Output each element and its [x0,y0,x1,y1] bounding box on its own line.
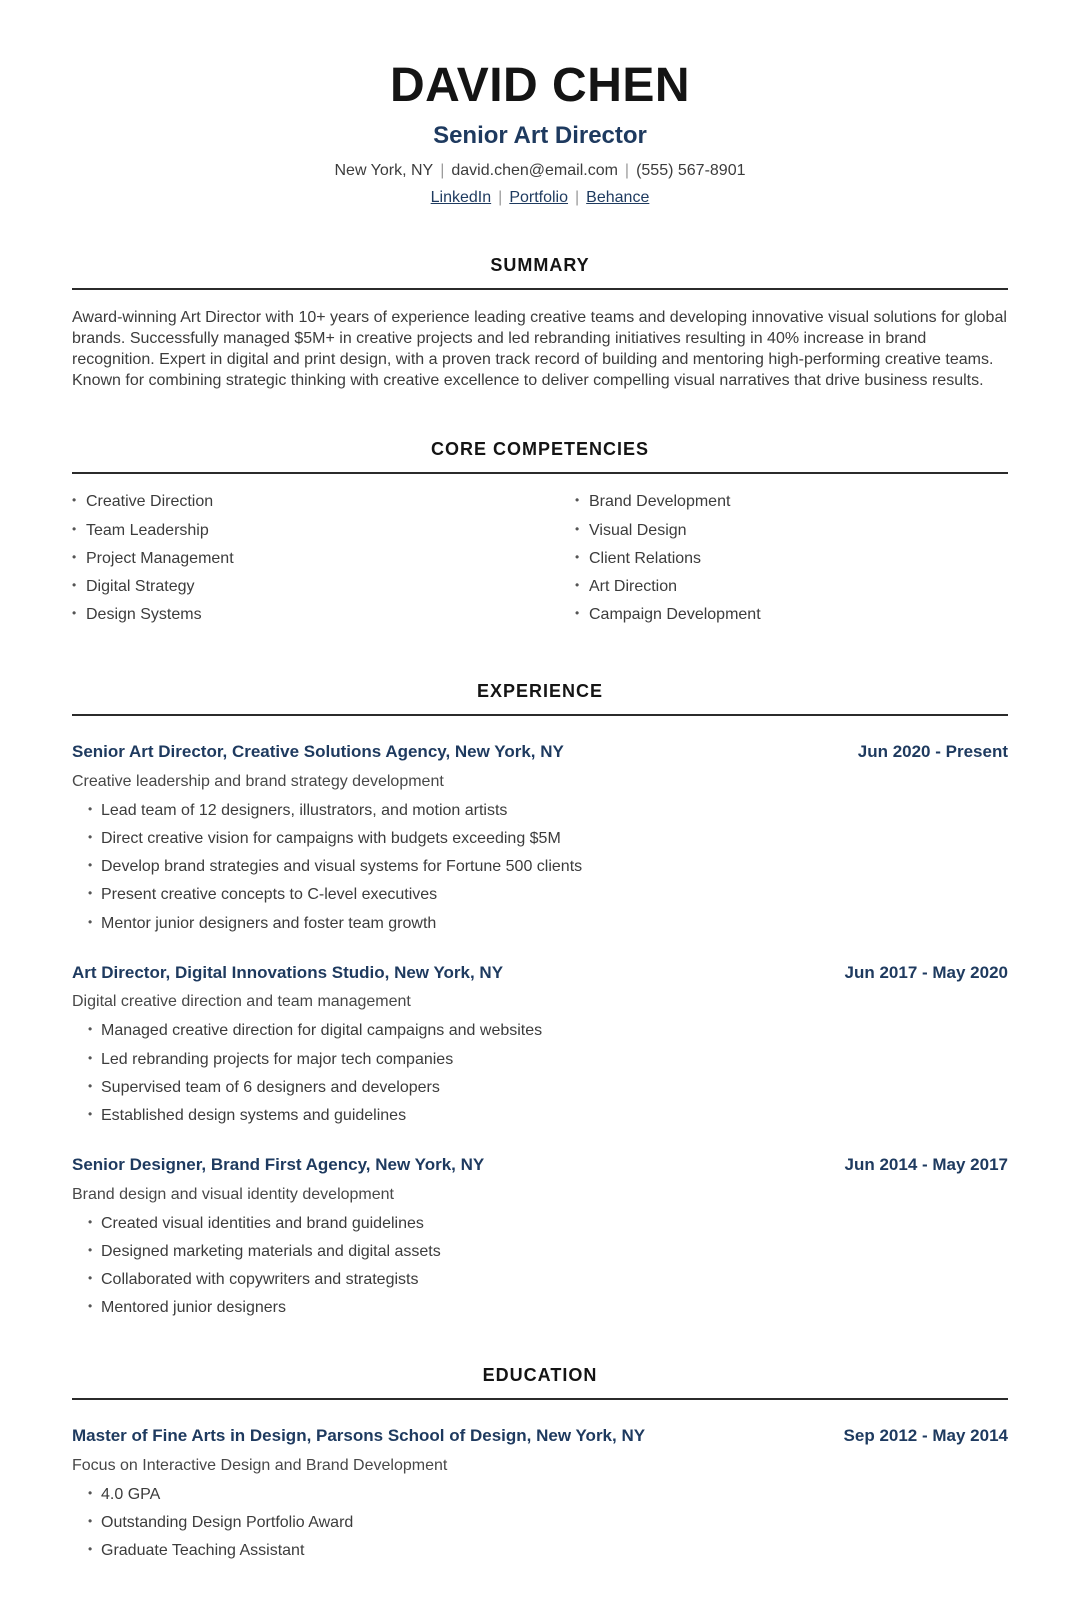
competency-item: • Art Direction [575,577,1008,596]
job-subtitle: Digital creative direction and team management [72,993,411,1011]
job-bullet: • Mentored junior designers [88,1298,1008,1317]
job-title: Senior Art Director, Creative Solutions Agency, New York, NY [72,742,564,762]
job-dates: Jun 2020 - Present [857,742,1008,762]
section-divider [72,472,1008,474]
competency-item: • Brand Development [575,492,1008,511]
competency-item: • Team Leadership [72,521,540,540]
contact-separator: | [624,162,630,180]
job-subtitle: Brand design and visual identity development [72,1185,394,1203]
education-section [72,1365,1008,1560]
summary-section [72,255,1008,391]
education-subtitle: Focus on Interactive Design and Brand Development [72,1456,448,1474]
section-divider [72,288,1008,290]
education-bullet: • 4.0 GPA [88,1485,1008,1504]
contact-email: david.chen@email.com [451,162,618,180]
competencies-right-column [540,492,1008,633]
job-bullet-list [72,1214,1008,1318]
competencies-heading: CORE COMPETENCIES [430,439,650,460]
education-title: Master of Fine Arts in Design, Parsons School of Design, New York, NY [72,1426,646,1446]
job-subtitle: Creative leadership and brand strategy development [72,772,444,790]
candidate-name: DAVID CHEN [389,59,691,112]
competencies-grid [72,492,1008,633]
job-dates: Jun 2017 - May 2020 [844,962,1008,982]
job-header [72,963,1008,983]
job-bullet: • Designed marketing materials and digital assets [88,1242,1008,1261]
resume-header [72,60,1008,207]
job-bullet: • Managed creative direction for digital campaigns and websites [88,1021,1008,1040]
job-bullet: • Present creative concepts to C-level executives [88,885,1008,904]
job-title: Senior Designer, Brand First Agency, New York, NY [72,1155,485,1175]
education-header [72,1426,1008,1446]
job-bullet: • Lead team of 12 designers, illustrators, and motion artists [88,801,1008,820]
job-bullet: • Led rebranding projects for major tech companies [88,1050,1008,1069]
competency-item: • Design Systems [72,605,540,624]
linkedin-link[interactable]: LinkedIn [430,189,492,207]
competency-item: • Digital Strategy [72,577,540,596]
experience-section [72,681,1008,1317]
job-bullet: • Created visual identities and brand guidelines [88,1214,1008,1233]
job-bullet-list [72,801,1008,933]
competency-item: • Visual Design [575,521,1008,540]
competencies-section [72,439,1008,633]
job-header [72,742,1008,762]
job-bullet: • Established design systems and guidelines [88,1106,1008,1125]
job-bullet: • Supervised team of 6 designers and developers [88,1078,1008,1097]
job-header [72,1155,1008,1175]
summary-heading: SUMMARY [490,255,590,276]
job-bullet-list [72,1021,1008,1125]
education-heading: EDUCATION [482,1365,598,1386]
education-bullet: • Graduate Teaching Assistant [88,1541,1008,1560]
experience-heading: EXPERIENCE [476,681,604,702]
contact-location: New York, NY [334,162,434,180]
candidate-title: Senior Art Director [433,121,647,149]
links-line [72,189,1008,207]
job-title: Art Director, Digital Innovations Studio, New York, NY [72,962,504,982]
behance-link[interactable]: Behance [586,189,650,207]
summary-text: Award-winning Art Director with 10+ years of experience leading creative teams and developing innovative visual solutions for global brands. Successfully managed $5M+ in creative projects and led rebranding initiatives resulting in 40% increase in brand recognition. Expert in digital and print design, with a proven track record of building and mentoring high-performing creative teams. Known for combining strategic thinking with creative excellence to deliver compelling visual narratives that drive business results. [72,309,1007,389]
contact-line [72,162,1008,180]
competency-item: • Client Relations [575,549,1008,568]
job-bullet: • Mentor junior designers and foster team growth [88,914,1008,933]
section-divider [72,1398,1008,1400]
education-entry [72,1426,1008,1560]
education-bullet: • Outstanding Design Portfolio Award [88,1513,1008,1532]
contact-phone: (555) 567-8901 [636,162,746,180]
education-bullet-list [72,1485,1008,1561]
competencies-left-column [72,492,540,633]
job-bullet: • Direct creative vision for campaigns with budgets exceeding $5M [88,829,1008,848]
job-bullet: • Collaborated with copywriters and strategists [88,1270,1008,1289]
education-dates: Sep 2012 - May 2014 [843,1426,1008,1446]
competency-item: • Creative Direction [72,492,540,511]
job-dates: Jun 2014 - May 2017 [844,1155,1008,1175]
portfolio-link[interactable]: Portfolio [509,189,569,207]
links-separator: | [498,189,503,207]
job-entry [72,742,1008,933]
contact-separator: | [440,162,445,180]
job-entry [72,963,1008,1125]
competency-item: • Project Management [72,549,540,568]
job-entry [72,1155,1008,1317]
competency-item: • Campaign Development [575,605,1008,624]
section-divider [72,714,1008,716]
job-bullet: • Develop brand strategies and visual systems for Fortune 500 clients [88,857,1008,876]
links-separator: | [575,189,580,207]
